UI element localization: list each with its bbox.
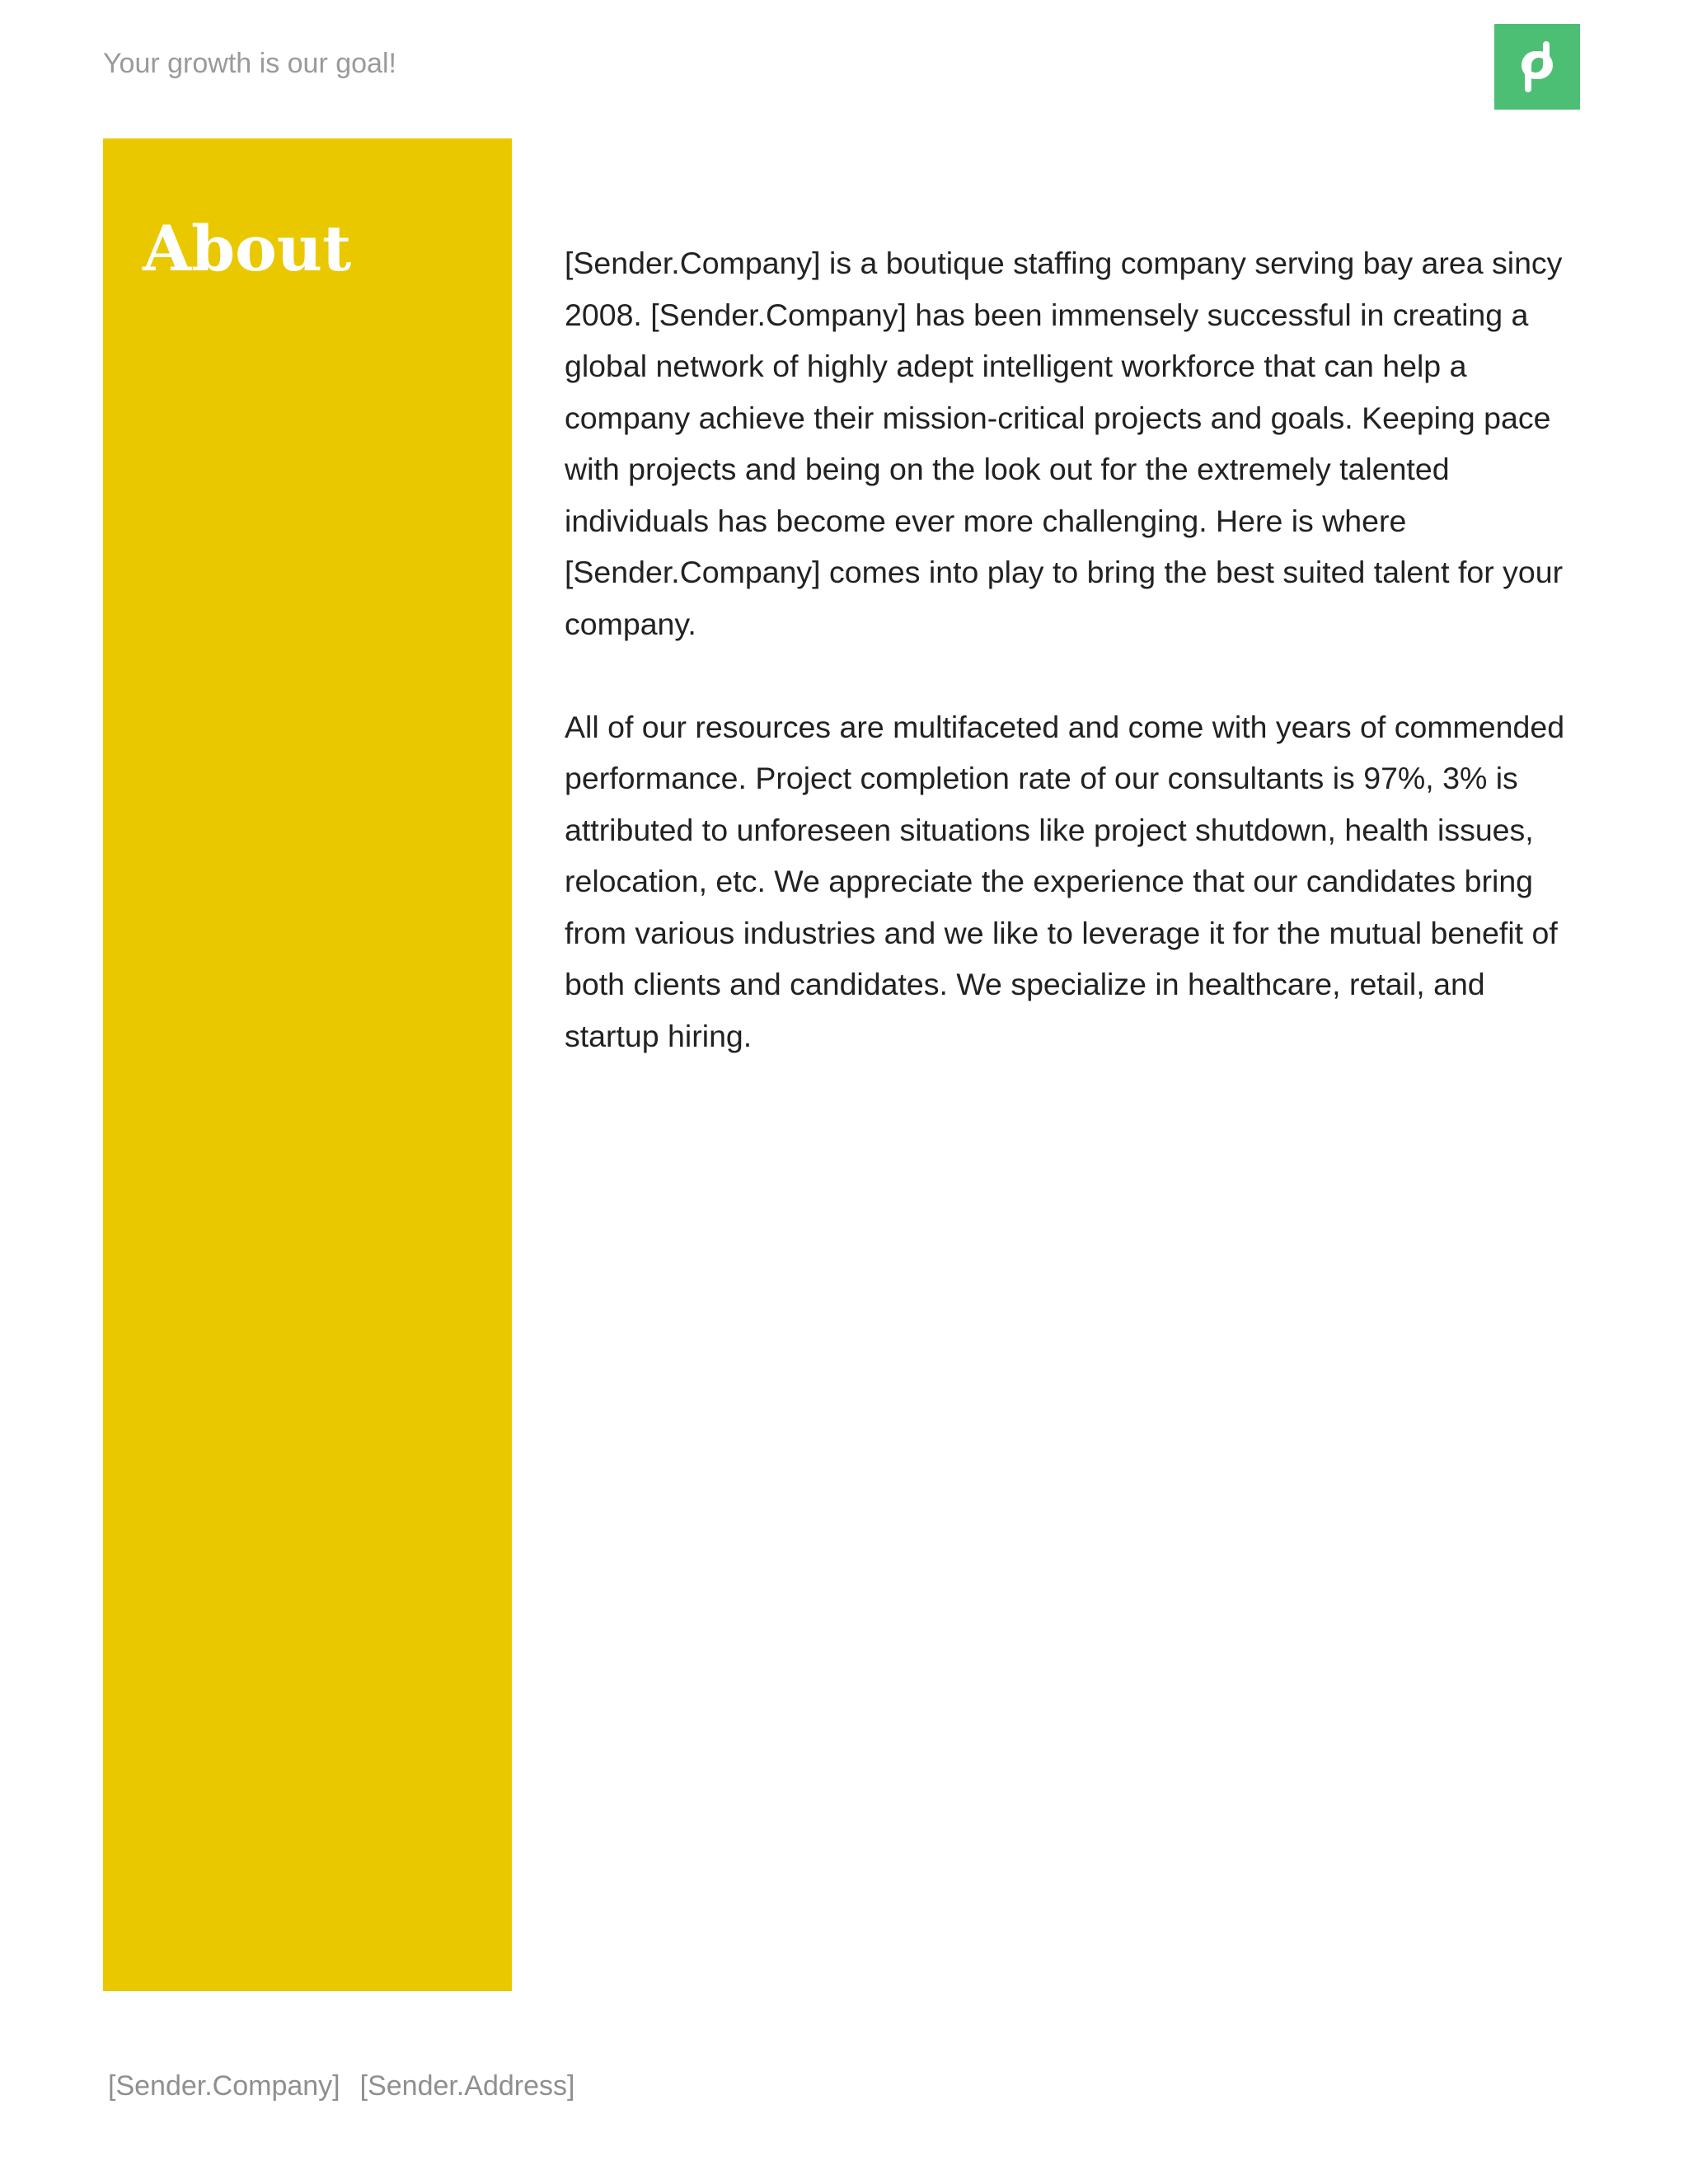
footer-address: [Sender.Address] (359, 2070, 575, 2102)
pd-logo-icon (1494, 24, 1580, 110)
section-title: About (143, 212, 352, 285)
about-content (565, 237, 1582, 1113)
page-footer (108, 2070, 574, 2102)
header-tagline: Your growth is our goal! (103, 48, 396, 79)
footer-company: [Sender.Company] (108, 2070, 340, 2102)
about-paragraph-2: All of our resources are multifaceted and come with years of commended performance. Project completion rate of our consultants is 97%, 3% is attributed to unforeseen situations like project shutdown, health issues, relocation, etc. We appreciate the experience that our candidates bring from various industries and we like to leverage it for the mutual benefit of both clients and candidates. We specialize in healthcare, retail, and startup hiring. (565, 709, 1565, 1053)
about-sidebar (103, 138, 512, 1991)
about-paragraph-1: [Sender.Company] is a boutique staffing company serving bay area sincy 2008. [Sender.Company] has been immensely successful in creating a global network of highly adept intelligent workforce that can help a company achieve their mission-critical projects and goals. Keeping pace with projects and being on the look out for the extremely talented individuals has become ever more challenging. Here is where [Sender.Company] comes into play to bring the best suited talent for your company. (565, 246, 1564, 641)
